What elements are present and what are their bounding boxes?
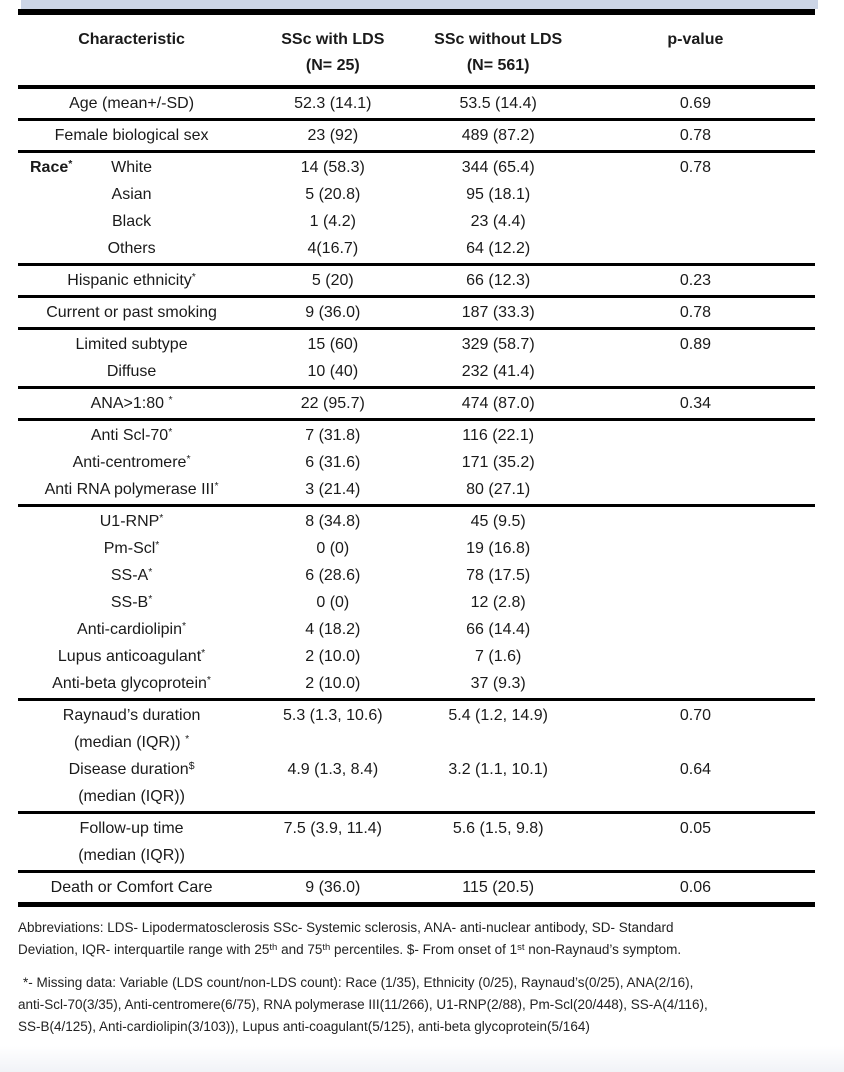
with-lds-cell: 14 (58.3) (300, 159, 365, 176)
row-death-or-comfort-care (18, 874, 815, 901)
superscript-marker: * (206, 674, 211, 686)
row-lupus-anticoagulant (18, 643, 815, 670)
p-value-cell: 0.69 (679, 95, 711, 112)
characteristic-label: ANA>1:80 * (90, 394, 173, 412)
footnote-line: SS-B(4/125), Anti-cardiolipin(3/103)), Lupus anti-coagulant(5/125), anti-beta glycoprotein(5/164) (18, 1019, 590, 1034)
without-lds-cell: 64 (12.2) (466, 240, 531, 257)
characteristic-label: SS-A* (110, 566, 153, 584)
superscript-marker: * (155, 539, 160, 551)
without-lds-cell: 66 (14.4) (466, 621, 531, 638)
footnotes (18, 917, 815, 1038)
characteristic-cell (18, 616, 245, 643)
column-header-label: p-value (667, 31, 724, 48)
characteristic-label: Anti-centromere* (72, 453, 191, 471)
section-age (18, 89, 815, 121)
superscript-marker: * (214, 480, 219, 492)
row-race-others (18, 235, 815, 262)
group-label-race: Race* (30, 158, 73, 176)
column-header-characteristic (18, 27, 245, 79)
row-diffuse-subtype (18, 358, 815, 385)
superscript-marker: * (159, 512, 164, 524)
with-lds-cell: 0 (0) (316, 540, 350, 557)
p-value-cell: 0.89 (679, 336, 711, 353)
row-limited-subtype (18, 331, 815, 358)
without-lds-cell: 344 (65.4) (461, 159, 535, 176)
with-lds-cell: 10 (40) (307, 363, 359, 380)
characteristic-label: Anti-cardiolipin* (77, 620, 187, 638)
with-lds-cell: 3 (21.4) (305, 481, 361, 498)
row-anti-cardiolipin (18, 616, 815, 643)
superscript-marker: th (269, 942, 278, 953)
superscript-marker: * (148, 566, 153, 578)
without-lds-cell: 474 (87.0) (461, 395, 535, 412)
characteristic-label: Follow-up time (79, 820, 184, 837)
characteristic-cell (18, 299, 245, 326)
with-lds-cell: 8 (34.8) (305, 513, 361, 530)
without-lds-cell: 12 (2.8) (470, 594, 526, 611)
without-lds-cell: 7 (1.6) (475, 648, 522, 665)
characteristic-label: Death or Comfort Care (50, 879, 213, 896)
with-lds-cell: 4(16.7) (307, 240, 359, 257)
with-lds-cell: 23 (92) (307, 127, 359, 144)
without-lds-cell: 80 (27.1) (466, 481, 531, 498)
p-value-cell: 0.78 (679, 304, 711, 321)
characteristic-cell (18, 390, 245, 417)
without-lds-cell: 23 (4.4) (470, 213, 526, 230)
characteristic-cell (18, 535, 245, 562)
top-accent-strip (21, 0, 818, 9)
characteristic-cell (18, 562, 245, 589)
row-hispanic-ethnicity (18, 267, 815, 294)
section-smoking (18, 298, 815, 330)
row-age (18, 90, 815, 117)
row-follow-up-time (18, 815, 815, 869)
row-race-white (18, 154, 815, 181)
column-header-label: Characteristic (78, 31, 185, 48)
characteristic-cell (18, 874, 245, 901)
characteristic-label: Diffuse (106, 363, 157, 380)
characteristic-label: U1-RNP* (99, 512, 164, 530)
characteristic-label: Hispanic ethnicity* (67, 271, 196, 289)
superscript-marker: st (517, 942, 525, 953)
characteristic-cell (18, 331, 245, 358)
characteristic-cell (18, 358, 245, 385)
characteristic-label: White (111, 159, 153, 176)
row-race-asian (18, 181, 815, 208)
characteristic-label: Anti Scl-70* (90, 426, 173, 444)
with-lds-cell: 52.3 (14.1) (294, 95, 372, 112)
characteristic-cell (18, 815, 245, 869)
characteristic-cell (18, 589, 245, 616)
characteristic-label: SS-B* (110, 593, 153, 611)
superscript-marker: * (191, 271, 196, 283)
row-anti-beta-glycoprotein (18, 670, 815, 697)
section-race (18, 153, 815, 266)
section-ana (18, 389, 815, 421)
column-header-n: (N= 561) (466, 57, 530, 74)
row-anti-centromere (18, 449, 815, 476)
superscript-marker: * (168, 394, 173, 406)
row-raynauds-duration (18, 702, 815, 756)
superscript-marker: th (322, 942, 331, 953)
with-lds-cell: 7 (31.8) (305, 427, 361, 444)
without-lds-cell: 171 (35.2) (461, 454, 535, 471)
characteristic-cell (18, 643, 245, 670)
without-lds-cell: 95 (18.1) (466, 186, 531, 203)
without-lds-cell: 5.4 (1.2, 14.9) (448, 707, 548, 724)
characteristic-label: Others (107, 240, 156, 257)
without-lds-cell: 116 (22.1) (462, 427, 535, 444)
row-pm-scl (18, 535, 815, 562)
without-lds-cell: 45 (9.5) (470, 513, 526, 530)
table-body (18, 89, 815, 907)
without-lds-cell: 489 (87.2) (461, 127, 535, 144)
row-ana-over-1-80 (18, 390, 815, 417)
superscript-marker: * (68, 158, 73, 170)
without-lds-cell: 329 (58.7) (461, 336, 535, 353)
characteristic-label: Age (mean+/-SD) (69, 95, 195, 112)
without-lds-cell: 187 (33.3) (461, 304, 535, 321)
with-lds-cell: 6 (31.6) (305, 454, 361, 471)
characteristic-label: (median (IQR)) * (73, 733, 190, 751)
characteristic-cell (18, 422, 245, 449)
with-lds-cell: 7.5 (3.9, 11.4) (283, 820, 383, 837)
row-anti-scl-70 (18, 422, 815, 449)
section-female-sex (18, 121, 815, 153)
section-death (18, 873, 815, 907)
characteristic-label: (median (IQR)) (78, 847, 185, 864)
characteristic-cell (18, 702, 245, 756)
section-other-antibodies (18, 507, 815, 701)
column-header-label: SSc with LDS (281, 31, 385, 48)
section-hispanic (18, 266, 815, 298)
characteristic-label: Current or past smoking (46, 304, 217, 321)
superscript-marker: * (186, 453, 191, 465)
characteristic-cell (18, 756, 245, 810)
superscript-marker: $ (188, 760, 195, 772)
with-lds-cell: 5 (20.8) (305, 186, 361, 203)
with-lds-cell: 6 (28.6) (305, 567, 361, 584)
characteristic-label: Asian (111, 186, 152, 203)
with-lds-cell: 9 (36.0) (305, 304, 361, 321)
column-header-ssc-without-lds (420, 27, 575, 79)
characteristic-label: Raynaud’s duration (62, 707, 201, 724)
without-lds-cell: 66 (12.3) (466, 272, 531, 289)
characteristic-label: Black (112, 213, 152, 230)
without-lds-cell: 78 (17.5) (466, 567, 531, 584)
p-value-cell: 0.34 (679, 395, 711, 412)
characteristic-label: Limited subtype (75, 336, 188, 353)
row-ss-b (18, 589, 815, 616)
p-value-cell: 0.06 (679, 879, 711, 896)
with-lds-cell: 0 (0) (316, 594, 350, 611)
footnote-line: Deviation, IQR- interquartile range with 25th and 75th percentiles. $- From onset of 1st non-Raynaud’s symptom. (18, 942, 682, 957)
characteristic-label: Anti-beta glycoprotein* (52, 674, 211, 692)
with-lds-cell: 1 (4.2) (309, 213, 356, 230)
characteristic-label: Anti RNA polymerase III* (44, 480, 219, 498)
characteristic-label: (median (IQR)) (78, 788, 185, 805)
characteristic-label: Female biological sex (54, 127, 209, 144)
characteristic-label: Pm-Scl* (103, 539, 160, 557)
characteristic-cell (18, 449, 245, 476)
row-current-or-past-smoking (18, 299, 815, 326)
superscript-marker: * (168, 426, 173, 438)
characteristic-cell (18, 267, 245, 294)
footnote-line: anti-Scl-70(3/35), Anti-centromere(6/75), RNA polymerase III(11/266), U1-RNP(2/88), Pm-Scl(20/448), SS-A(4/116), (18, 997, 708, 1012)
with-lds-cell: 15 (60) (307, 336, 359, 353)
with-lds-cell: 4.9 (1.3, 8.4) (287, 761, 379, 778)
section-follow-up (18, 814, 815, 873)
p-value-cell: 0.64 (679, 761, 711, 778)
superscript-marker: * (201, 647, 206, 659)
without-lds-cell: 232 (41.4) (461, 363, 535, 380)
characteristic-cell (18, 235, 245, 262)
characteristic-cell (18, 90, 245, 117)
with-lds-cell: 22 (95.7) (300, 395, 365, 412)
with-lds-cell: 5.3 (1.3, 10.6) (282, 707, 383, 724)
characteristic-label: Disease duration$ (68, 760, 195, 778)
superscript-marker: * (185, 733, 190, 745)
without-lds-cell: 3.2 (1.1, 10.1) (448, 761, 548, 778)
characteristic-label: Lupus anticoagulant* (57, 647, 206, 665)
with-lds-cell: 4 (18.2) (305, 621, 361, 638)
superscript-marker: * (181, 620, 187, 632)
footnote-line: *- Missing data: Variable (LDS count/non-LDS count): Race (1/35), Ethnicity (0/25), Raynaud’s(0/25), ANA(2/16), (23, 975, 694, 990)
characteristic-cell (18, 122, 245, 149)
row-u1-rnp (18, 508, 815, 535)
section-scl-antibodies (18, 421, 815, 507)
column-header-label: SSc without LDS (434, 31, 563, 48)
characteristic-cell (18, 208, 245, 235)
p-value-cell: 0.70 (679, 707, 711, 724)
section-durations (18, 701, 815, 814)
characteristic-cell (18, 508, 245, 535)
p-value-cell: 0.05 (679, 820, 711, 837)
column-header-p-value (576, 27, 815, 79)
p-value-cell: 0.78 (679, 127, 711, 144)
without-lds-cell: 19 (16.8) (466, 540, 531, 557)
characteristic-cell (18, 476, 245, 503)
without-lds-cell: 53.5 (14.4) (459, 95, 537, 112)
with-lds-cell: 2 (10.0) (305, 675, 361, 692)
p-value-cell: 0.78 (679, 159, 711, 176)
footnote-missing-data (18, 972, 815, 1038)
row-race-black (18, 208, 815, 235)
row-female-biological-sex (18, 122, 815, 149)
characteristic-cell (18, 181, 245, 208)
column-header-ssc-with-lds (245, 27, 420, 79)
characteristics-table (18, 9, 815, 907)
characteristic-cell (18, 670, 245, 697)
footnote-abbreviations (18, 917, 815, 961)
without-lds-cell: 5.6 (1.5, 9.8) (452, 820, 544, 837)
superscript-marker: * (148, 593, 153, 605)
column-header-n: (N= 25) (305, 57, 360, 74)
without-lds-cell: 115 (20.5) (462, 879, 535, 896)
without-lds-cell: 37 (9.3) (470, 675, 526, 692)
row-anti-rna-polymerase-iii (18, 476, 815, 503)
with-lds-cell: 9 (36.0) (305, 879, 361, 896)
section-subtype (18, 330, 815, 389)
row-ss-a (18, 562, 815, 589)
with-lds-cell: 5 (20) (311, 272, 354, 289)
with-lds-cell: 2 (10.0) (305, 648, 361, 665)
row-disease-duration (18, 756, 815, 810)
p-value-cell: 0.23 (679, 272, 711, 289)
table-header (18, 15, 815, 89)
bottom-fade (0, 1046, 844, 1072)
document-page (18, 9, 815, 1038)
footnote-line: Abbreviations: LDS- Lipodermatosclerosis SSc- Systemic sclerosis, ANA- anti-nuclear antibody, SD- Standard (18, 920, 674, 935)
